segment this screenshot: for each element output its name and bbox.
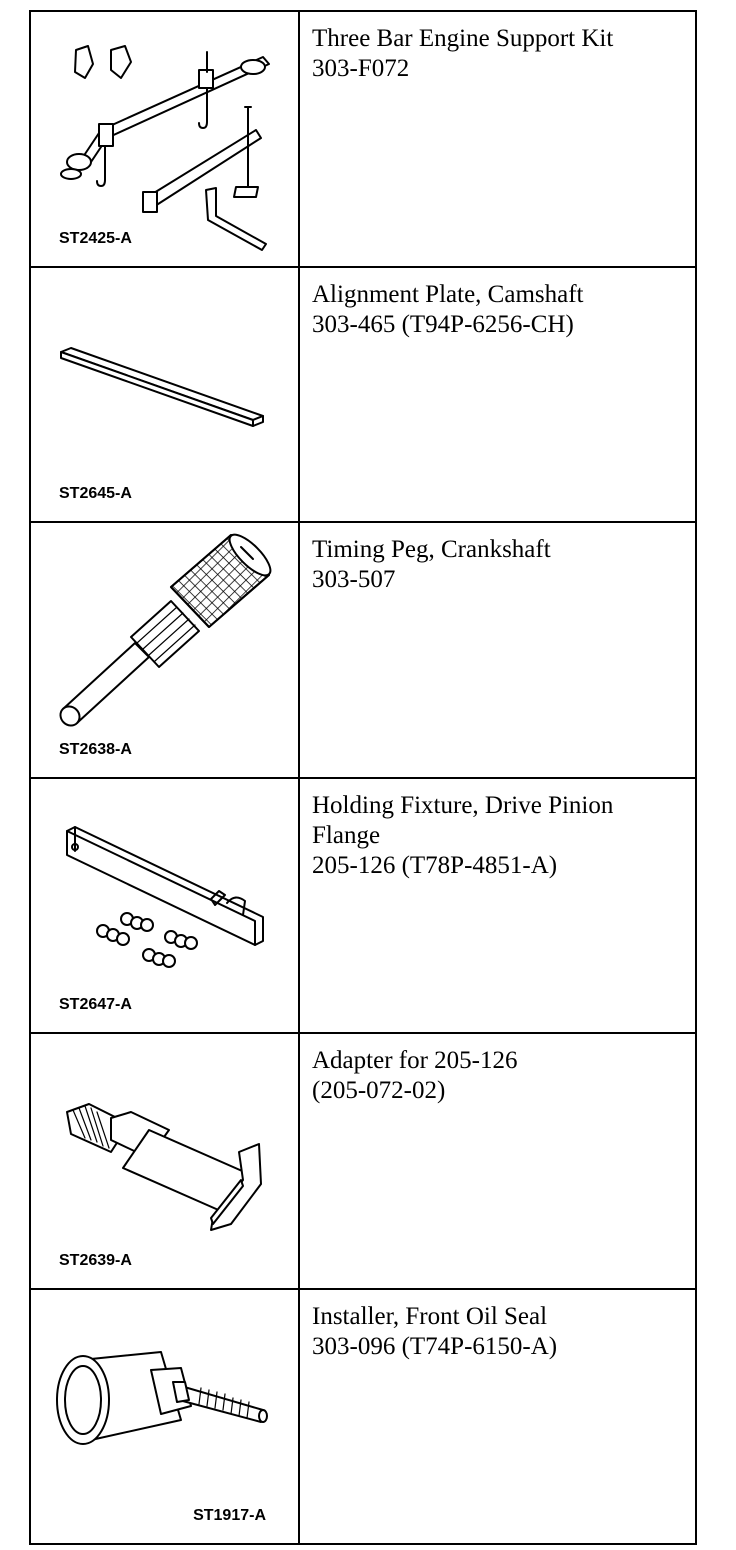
tool-illustration-cell <box>30 267 299 523</box>
tool-description-cell <box>299 1289 696 1545</box>
table-row <box>30 1033 696 1289</box>
tool-description-cell <box>299 11 696 267</box>
tool-number: 303-465 (T94P-6256-CH) <box>312 310 574 338</box>
tool-name: Holding Fixture, Drive Pinion <box>312 791 614 819</box>
illustration-code: ST2639-A <box>59 1251 132 1269</box>
tool-name: Installer, Front Oil Seal <box>312 1302 548 1330</box>
tool-number: (205-072-02) <box>312 1077 446 1104</box>
tool-name: Three Bar Engine Support Kit <box>312 25 614 52</box>
tool-name: Timing Peg, Crankshaft <box>312 536 551 563</box>
illustration-code: ST1917-A <box>193 1507 266 1524</box>
illustration-code: ST2638-A <box>59 740 132 758</box>
illustration-code: ST2645-A <box>59 485 132 502</box>
tool-illustration-cell <box>30 11 299 267</box>
tool-name: Adapter for 205-126 <box>312 1047 518 1074</box>
tool-number: 303-F072 <box>312 55 410 82</box>
table-row <box>30 778 696 1034</box>
table-row <box>30 11 696 267</box>
table-row <box>30 267 696 523</box>
table-row <box>30 522 696 778</box>
special-tools-table <box>29 10 697 1545</box>
tool-number: 205-126 (T78P-4851-A) <box>312 851 558 879</box>
tool-illustration-cell <box>30 1033 299 1289</box>
tool-name-continued: Flange <box>312 821 381 849</box>
tool-illustration-cell <box>30 778 299 1034</box>
tool-description-cell <box>299 1033 696 1289</box>
illustration-code: ST2425-A <box>59 229 132 247</box>
tool-number: 303-096 (T74P-6150-A) <box>312 1332 558 1360</box>
tool-number: 303-507 <box>312 566 396 593</box>
tool-name: Alignment Plate, Camshaft <box>312 280 584 308</box>
tool-illustration-cell <box>30 522 299 778</box>
tool-description-cell <box>299 778 696 1034</box>
tool-description-cell <box>299 522 696 778</box>
table-row <box>30 1289 696 1545</box>
illustration-code: ST2647-A <box>59 996 132 1013</box>
tool-illustration-cell <box>30 1289 299 1545</box>
tool-description-cell <box>299 267 696 523</box>
